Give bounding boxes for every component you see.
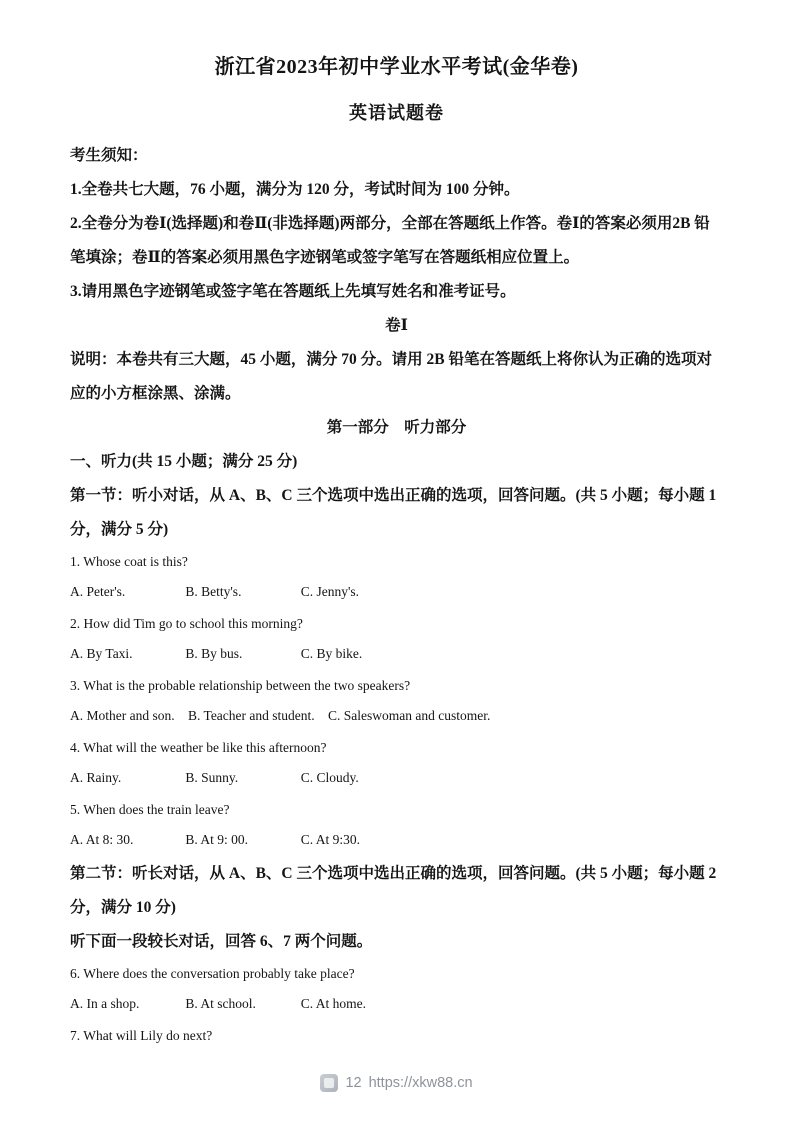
option-a: A. By Taxi.	[70, 646, 133, 661]
option-b: B. Teacher and student.	[188, 708, 315, 723]
option-c: C. At home.	[300, 996, 367, 1011]
question-options	[70, 577, 723, 607]
question-options	[70, 639, 723, 669]
notice-heading: 考生须知：	[70, 147, 148, 164]
option-c: C. Saleswoman and customer.	[328, 708, 491, 723]
question-5	[70, 795, 723, 855]
dialog-intro: 听下面一段较长对话，回答 6、7 两个问题。	[70, 933, 373, 950]
question-1	[70, 547, 723, 607]
question-text: 2. How did Tim go to school this morning?	[70, 616, 303, 631]
option-a: A. At 8: 30.	[70, 832, 134, 847]
notice-item-2: 2.全卷分为卷Ⅰ(选择题)和卷Ⅱ(非选择题)两部分，全部在答题纸上作答。卷Ⅰ的答案必须用2B 铅笔填涂；卷Ⅱ的答案必须用黑色字迹钢笔或签字笔写在答题纸相应位置上。	[70, 215, 710, 266]
part-heading: 第一部分 听力部分	[326, 419, 467, 436]
question-text: 3. What is the probable relationship between the two speakers?	[70, 678, 411, 693]
question-text: 7. What will Lily do next?	[70, 1028, 213, 1043]
question-text: 6. Where does the conversation probably take place?	[70, 966, 355, 981]
option-a: A. Mother and son.	[70, 708, 175, 723]
question-7	[70, 1021, 723, 1051]
question-3	[70, 671, 723, 731]
volume-heading: 卷Ⅰ	[385, 317, 408, 334]
volume-note: 说明：本卷共有三大题，45 小题，满分 70 分。请用 2B 铅笔在答题纸上将你认为正确的选项对应的小方框涂黑、涂满。	[70, 351, 712, 402]
option-c: C. Cloudy.	[300, 770, 359, 785]
question-text: 4. What will the weather be like this afternoon?	[70, 740, 327, 755]
section-2-heading: 第二节：听长对话，从 A、B、C 三个选项中选出正确的选项，回答问题。(共 5 小题；每小题 2 分，满分 10 分)	[70, 865, 717, 916]
listening-heading: 一、听力(共 15 小题；满分 25 分)	[70, 453, 298, 470]
option-a: A. Peter's.	[70, 584, 126, 599]
xkw-logo-icon	[320, 1074, 338, 1092]
option-c: C. Jenny's.	[300, 584, 360, 599]
option-c: C. At 9:30.	[300, 832, 361, 847]
section-1-heading: 第一节：听小对话，从 A、B、C 三个选项中选出正确的选项，回答问题。(共 5 小题；每小题 1 分，满分 5 分)	[70, 487, 717, 538]
question-options	[70, 763, 723, 793]
option-b: B. Sunny.	[185, 770, 239, 785]
exam-subtitle: 英语试题卷	[349, 103, 444, 123]
question-text: 5. When does the train leave?	[70, 802, 230, 817]
option-a: A. Rainy.	[70, 770, 122, 785]
exam-title: 浙江省2023年初中学业水平考试(金华卷)	[214, 56, 579, 78]
question-6	[70, 959, 723, 1019]
notice-item-3: 3.请用黑色字迹钢笔或签字笔在答题纸上先填写姓名和准考证号。	[70, 283, 516, 300]
question-options	[70, 989, 723, 1019]
option-b: B. At 9: 00.	[185, 832, 249, 847]
question-text: 1. Whose coat is this?	[70, 554, 188, 569]
option-b: B. Betty's.	[185, 584, 242, 599]
question-options	[70, 825, 723, 855]
option-b: B. At school.	[185, 996, 256, 1011]
footer-url: https://xkw88.cn	[368, 1075, 473, 1091]
option-a: A. In a shop.	[70, 996, 140, 1011]
option-b: B. By bus.	[185, 646, 243, 661]
page-footer	[0, 1074, 793, 1096]
question-options	[70, 701, 723, 731]
question-2	[70, 609, 723, 669]
option-c: C. By bike.	[300, 646, 363, 661]
question-4	[70, 733, 723, 793]
page-number: 12	[345, 1075, 362, 1091]
notice-item-1: 1.全卷共七大题，76 小题，满分为 120 分，考试时间为 100 分钟。	[70, 181, 520, 198]
